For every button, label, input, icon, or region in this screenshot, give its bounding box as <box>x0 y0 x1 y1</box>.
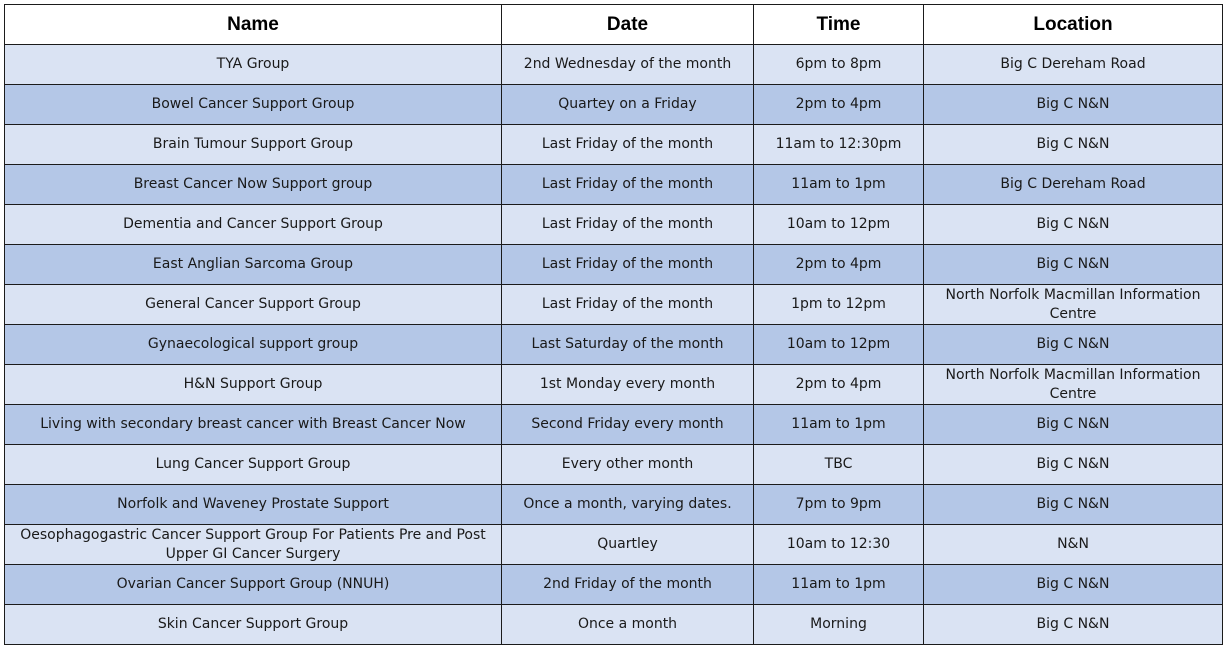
cell-location: Big C N&N <box>924 325 1223 365</box>
cell-date: Last Friday of the month <box>502 245 754 285</box>
cell-time: 11am to 1pm <box>754 165 924 205</box>
cell-time: 10am to 12pm <box>754 325 924 365</box>
cell-location: Big C Dereham Road <box>924 45 1223 85</box>
header-date: Date <box>502 5 754 45</box>
cell-name: Skin Cancer Support Group <box>5 605 502 645</box>
cell-name: Gynaecological support group <box>5 325 502 365</box>
cell-time: 2pm to 4pm <box>754 85 924 125</box>
table-row <box>5 285 1223 325</box>
cell-date: Every other month <box>502 445 754 485</box>
cell-name: Oesophagogastric Cancer Support Group For Patients Pre and Post Upper GI Cancer Surgery <box>5 525 502 565</box>
cell-name: East Anglian Sarcoma Group <box>5 245 502 285</box>
cell-time: Morning <box>754 605 924 645</box>
table-row <box>5 125 1223 165</box>
cell-date: Once a month <box>502 605 754 645</box>
cell-time: 10am to 12pm <box>754 205 924 245</box>
cell-name: Breast Cancer Now Support group <box>5 165 502 205</box>
cell-date: Second Friday every month <box>502 405 754 445</box>
cell-location: N&N <box>924 525 1223 565</box>
cell-time: TBC <box>754 445 924 485</box>
cell-time: 10am to 12:30 <box>754 525 924 565</box>
table-row <box>5 245 1223 285</box>
cell-date: Last Saturday of the month <box>502 325 754 365</box>
cell-time: 2pm to 4pm <box>754 365 924 405</box>
cell-location: Big C N&N <box>924 565 1223 605</box>
table-row <box>5 45 1223 85</box>
table-row <box>5 365 1223 405</box>
table-row <box>5 445 1223 485</box>
cell-location: Big C N&N <box>924 205 1223 245</box>
cell-date: Last Friday of the month <box>502 125 754 165</box>
support-groups-table <box>4 4 1223 645</box>
cell-location: Big C N&N <box>924 405 1223 445</box>
table-row <box>5 205 1223 245</box>
cell-name: Norfolk and Waveney Prostate Support <box>5 485 502 525</box>
table-row <box>5 565 1223 605</box>
cell-name: Lung Cancer Support Group <box>5 445 502 485</box>
header-name: Name <box>5 5 502 45</box>
cell-time: 6pm to 8pm <box>754 45 924 85</box>
cell-date: 2nd Wednesday of the month <box>502 45 754 85</box>
cell-location: Big C N&N <box>924 125 1223 165</box>
cell-location: Big C N&N <box>924 445 1223 485</box>
table-row <box>5 85 1223 125</box>
cell-location: North Norfolk Macmillan Information Centre <box>924 285 1223 325</box>
table-row <box>5 525 1223 565</box>
cell-location: Big C Dereham Road <box>924 165 1223 205</box>
cell-name: Dementia and Cancer Support Group <box>5 205 502 245</box>
cell-name: Ovarian Cancer Support Group (NNUH) <box>5 565 502 605</box>
cell-name: Bowel Cancer Support Group <box>5 85 502 125</box>
table-row <box>5 605 1223 645</box>
cell-time: 11am to 1pm <box>754 405 924 445</box>
table-row <box>5 325 1223 365</box>
cell-date: Once a month, varying dates. <box>502 485 754 525</box>
cell-date: 2nd Friday of the month <box>502 565 754 605</box>
cell-location: Big C N&N <box>924 245 1223 285</box>
table-body <box>5 45 1223 645</box>
cell-time: 7pm to 9pm <box>754 485 924 525</box>
table-row <box>5 165 1223 205</box>
cell-date: Last Friday of the month <box>502 165 754 205</box>
cell-location: Big C N&N <box>924 605 1223 645</box>
cell-name: Living with secondary breast cancer with Breast Cancer Now <box>5 405 502 445</box>
header-time: Time <box>754 5 924 45</box>
cell-date: Last Friday of the month <box>502 285 754 325</box>
cell-location: Big C N&N <box>924 485 1223 525</box>
cell-name: H&N Support Group <box>5 365 502 405</box>
cell-name: Brain Tumour Support Group <box>5 125 502 165</box>
table-row <box>5 485 1223 525</box>
cell-date: Last Friday of the month <box>502 205 754 245</box>
cell-time: 11am to 1pm <box>754 565 924 605</box>
cell-date: Quartley <box>502 525 754 565</box>
table-row <box>5 405 1223 445</box>
cell-time: 11am to 12:30pm <box>754 125 924 165</box>
table-header <box>5 5 1223 45</box>
cell-name: TYA Group <box>5 45 502 85</box>
cell-date: 1st Monday every month <box>502 365 754 405</box>
cell-date: Quartey on a Friday <box>502 85 754 125</box>
cell-location: Big C N&N <box>924 85 1223 125</box>
cell-name: General Cancer Support Group <box>5 285 502 325</box>
header-row <box>5 5 1223 45</box>
cell-time: 2pm to 4pm <box>754 245 924 285</box>
header-location: Location <box>924 5 1223 45</box>
cell-time: 1pm to 12pm <box>754 285 924 325</box>
cell-location: North Norfolk Macmillan Information Centre <box>924 365 1223 405</box>
